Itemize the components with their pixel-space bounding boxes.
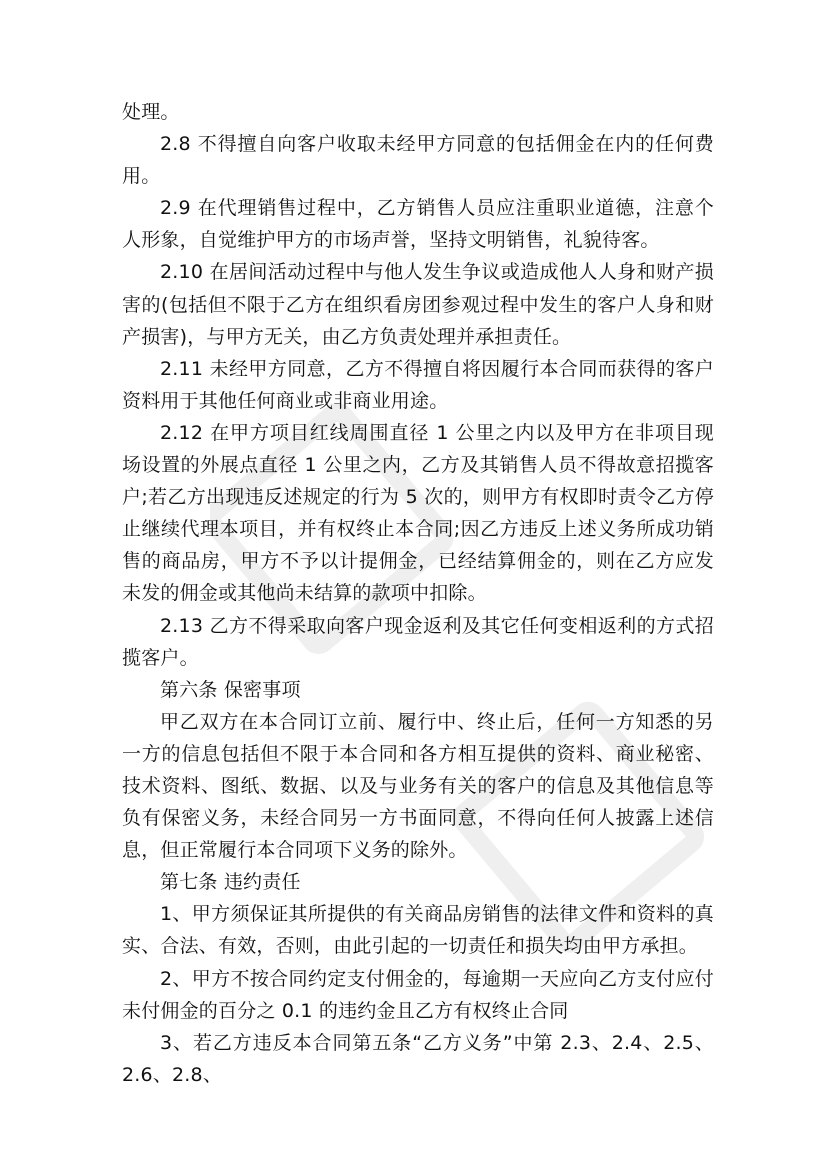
clause-2-13: 2.13 乙方不得采取向客户现金返利及其它任何变相返利的方式招揽客户。 [122, 614, 714, 669]
clause-2-8: 2.8 不得擅自向客户收取未经甲方同意的包括佣金在内的任何费用。 [122, 133, 714, 188]
liability-item-2: 2、甲方不按合同约定支付佣金的，每逾期一天应向乙方支付应付未付佣金的百分之 0.1 的违约金且乙方有权终止合同 [122, 967, 714, 1022]
liability-item-1: 1、甲方须保证其所提供的有关商品房销售的法律文件和资料的真实、合法、有效，否则，由此引起的一切责任和损失均由甲方承担。 [122, 903, 714, 958]
liability-item-3: 3、若乙方违反本合同第五条“乙方义务”中第 2.3、2.4、2.5、2.6、2.8、 [122, 1031, 714, 1086]
section-heading-confidentiality: 第六条 保密事项 [160, 678, 301, 701]
paragraph-continuation: 处理。 [122, 101, 180, 123]
clause-2-9: 2.9 在代理销售过程中，乙方销售人员应注重职业道德，注意个人形象，自觉维护甲方的市场声誉，坚持文明销售，礼貌待客。 [122, 197, 714, 252]
confidentiality-text: 甲乙双方在本合同订立前、履行中、终止后，任何一方知悉的另一方的信息包括但不限于本合同和各方相互提供的资料、商业秘密、技术资料、图纸、数据、以及与业务有关的客户的信息及其他信息等负有保密义务，未经合同另一方书面同意，不得向任何人披露上述信息，但正常履行本合同项下义务的除外。 [122, 710, 714, 862]
section-heading-liability: 第七条 违约责任 [160, 871, 301, 894]
clause-2-10: 2.10 在居间活动过程中与他人发生争议或造成他人人身和财产损害的(包括但不限于乙方在组织看房团参观过程中发生的客户人身和财产损害)，与甲方无关，由乙方负责处理并承担责任。 [122, 261, 714, 348]
body-text [122, 96, 714, 1091]
clause-2-11: 2.11 未经甲方同意，乙方不得擅自将因履行本合同而获得的客户资料用于其他任何商业或非商业用途。 [122, 357, 714, 412]
clause-2-12: 2.12 在甲方项目红线周围直径 1 公里之内以及甲方在非项目现场设置的外展点直径 1 公里之内，乙方及其销售人员不得故意招揽客户;若乙方出现违反述规定的行为 5 次的，则甲方有权即时责令乙方停止继续代理本项目，并有权终止本合同;因乙方违反上述义务所成功销售的商品房，甲方不予以计提佣金，已经结算佣金的，则在乙方应发未发的佣金或其他尚未结算的款项中扣除。 [122, 421, 714, 605]
